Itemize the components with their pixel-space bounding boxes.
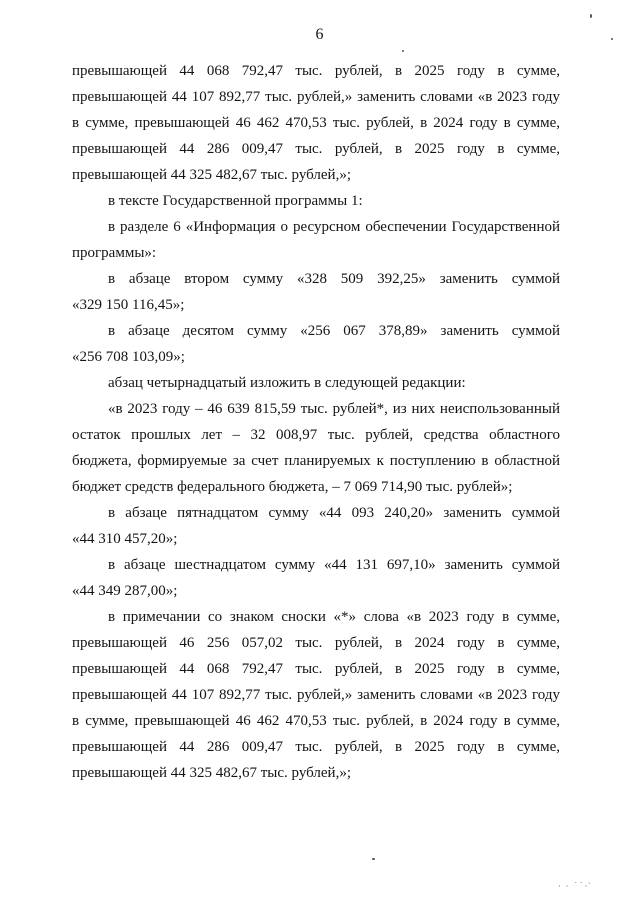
scan-speck — [372, 858, 375, 860]
text-line: в абзаце шестнадцатом сумму «44 131 697,10» заменить суммой — [108, 557, 560, 573]
text-line: превышающей 44 068 792,47 тыс. рублей, в 2025 году в сумме, — [72, 63, 560, 79]
text-line: превышающей 44 286 009,47 тыс. рублей, в 2025 году в сумме, — [72, 141, 560, 157]
text-line: превышающей 44 107 892,77 тыс. рублей,» заменить словами «в 2023 году — [72, 89, 560, 105]
text-line: в абзаце десятом сумму «256 067 378,89» заменить суммой — [108, 323, 560, 339]
text-line: остаток прошлых лет – 32 008,97 тыс. рублей, средства областного — [72, 427, 560, 443]
text-line: «44 349 287,00»; — [72, 583, 178, 599]
text-line: абзац четырнадцатый изложить в следующей редакции: — [108, 375, 466, 391]
text-line: превышающей 44 286 009,47 тыс. рублей, в 2025 году в сумме, — [72, 739, 560, 755]
scan-speck — [402, 50, 404, 52]
text-line: «329 150 116,45»; — [72, 297, 185, 313]
text-line: бюджета, формируемые за счет планируемых к поступлению в областной — [72, 453, 560, 469]
text-line: «256 708 103,09»; — [72, 349, 185, 365]
text-line: в сумме, превышающей 46 462 470,53 тыс. рублей, в 2024 году в сумме, — [72, 115, 560, 131]
text-line: в тексте Государственной программы 1: — [108, 193, 363, 209]
text-line: превышающей 44 068 792,47 тыс. рублей, в 2025 году в сумме, — [72, 661, 560, 677]
scan-speck — [590, 14, 592, 18]
scan-smudge: · · ˙˙·‵ — [558, 882, 592, 892]
text-line: превышающей 44 325 482,67 тыс. рублей,»; — [72, 167, 351, 183]
text-line: в сумме, превышающей 46 462 470,53 тыс. рублей, в 2024 году в сумме, — [72, 713, 560, 729]
text-line: в разделе 6 «Информация о ресурсном обеспечении Государственной — [108, 219, 560, 235]
text-line: бюджет средств федерального бюджета, – 7 069 714,90 тыс. рублей»; — [72, 479, 513, 495]
text-line: превышающей 46 256 057,02 тыс. рублей, в 2024 году в сумме, — [72, 635, 560, 651]
document-body — [72, 58, 560, 786]
text-line: в абзаце втором сумму «328 509 392,25» заменить суммой — [108, 271, 560, 287]
text-line: в абзаце пятнадцатом сумму «44 093 240,20» заменить суммой — [108, 505, 560, 521]
text-line: превышающей 44 107 892,77 тыс. рублей,» заменить словами «в 2023 году — [72, 687, 560, 703]
text-line: в примечании со знаком сноски «*» слова «в 2023 году в сумме, — [108, 609, 560, 625]
scan-speck — [611, 38, 613, 40]
text-line: программы»: — [72, 245, 157, 261]
page-number: 6 — [315, 26, 324, 43]
text-line: превышающей 44 325 482,67 тыс. рублей,»; — [72, 765, 351, 781]
text-line: «в 2023 году – 46 639 815,59 тыс. рублей*, из них неиспользованный — [108, 401, 560, 417]
text-line: «44 310 457,20»; — [72, 531, 178, 547]
